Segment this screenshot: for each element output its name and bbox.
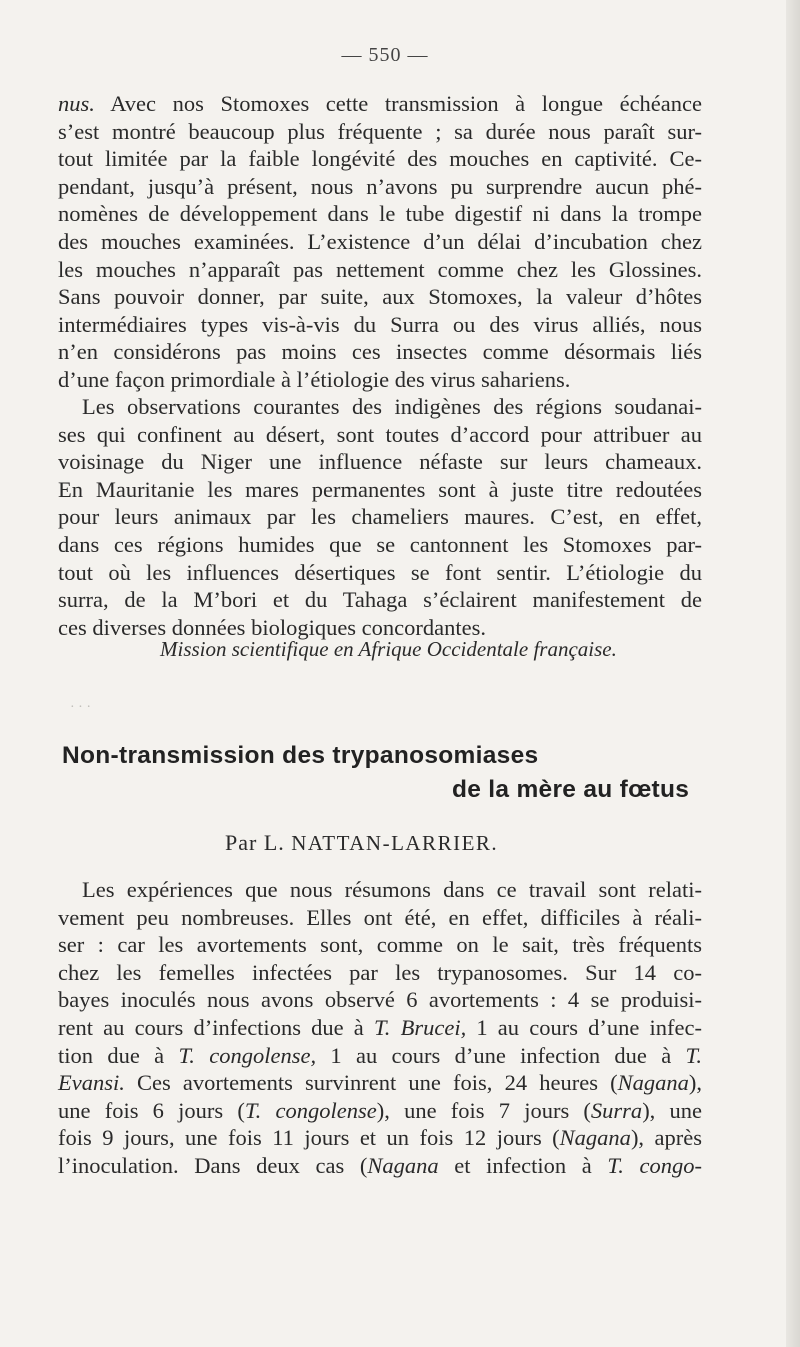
italic-run: T. congo- xyxy=(607,1152,702,1178)
text-run: vement peu nombreuses. Elles ont été, en effet, difficiles à réali- xyxy=(58,904,702,930)
text-line xyxy=(58,145,702,173)
italic-run: nus. xyxy=(58,91,95,116)
text-run: ses qui confinent au désert, sont toutes d’accord pour attribuer au xyxy=(58,421,702,447)
text-run: dans ces régions humides que se cantonnent les Stomoxes par- xyxy=(58,531,702,557)
text-line xyxy=(58,931,702,959)
italic-run: T. congolense xyxy=(244,1097,377,1123)
italic-run: T. Brucei, xyxy=(373,1014,467,1040)
text-run: En Mauritanie les mares permanentes sont à juste titre redoutées xyxy=(58,476,702,502)
text-run: chez les femelles infectées par les trypanosomes. Sur 14 co- xyxy=(58,959,702,985)
text-line xyxy=(58,531,702,559)
text-line xyxy=(58,366,702,394)
text-run: s’est montré beaucoup plus fréquente ; sa durée nous paraît sur- xyxy=(58,118,702,144)
text-run: pour leurs animaux par les chameliers maures. C’est, en effet, xyxy=(58,504,702,530)
text-line xyxy=(58,1152,702,1180)
text-line xyxy=(58,503,702,531)
text-line xyxy=(58,311,702,339)
text-line xyxy=(58,586,702,614)
italic-run: Nagana xyxy=(367,1152,439,1178)
text-run: bayes inoculés nous avons observé 6 avortements : 4 se produisi- xyxy=(58,987,702,1013)
italic-run: Nagana xyxy=(617,1070,689,1096)
paragraph-observations xyxy=(58,393,702,641)
text-run: les mouches n’apparaît pas nettement comme chez les Glossines. xyxy=(58,256,702,282)
text-run: tout limitée par la faible longévité des mouches en captivité. Ce- xyxy=(58,146,702,172)
text-run: intermédiaires types vis-à-vis du Surra ou des virus alliés, nous xyxy=(58,311,702,337)
italic-run: T. xyxy=(685,1042,702,1068)
paragraph-stomoxes xyxy=(58,90,702,394)
text-run: nomènes de développement dans le tube digestif ni dans la trompe xyxy=(58,201,702,227)
text-run: tout où les influences désertiques se font sentir. L’étiologie du xyxy=(58,559,702,585)
italic-run: Nagana xyxy=(559,1125,631,1151)
text-run: Les expériences que nous résumons dans ce travail sont relati- xyxy=(82,877,702,902)
text-line xyxy=(58,476,702,504)
italic-run: Evansi. xyxy=(58,1070,125,1096)
article-title-line2: de la mère au fœtus xyxy=(452,776,690,803)
text-line xyxy=(58,283,702,311)
author-name: NATTAN-LARRIER. xyxy=(291,831,499,855)
bleed-through-mark: · · · xyxy=(70,700,91,715)
text-run: pendant, jusqu’à présent, nous n’avons pu surprendre aucun phé- xyxy=(58,173,702,199)
text-run: fois 9 jours, une fois 11 jours et un fois 12 jours ( xyxy=(58,1125,560,1151)
text-line xyxy=(58,118,702,146)
author-prefix: Par L. xyxy=(225,830,285,855)
italic-run: T. congolense, xyxy=(178,1042,317,1068)
text-run: ser : car les avortements sont, comme on le sait, très fréquents xyxy=(58,932,702,958)
text-run: n’en considérons pas moins ces insectes comme désormais liés xyxy=(58,339,702,365)
text-run: Les observations courantes des indigènes des régions soudanai- xyxy=(82,394,702,419)
text-line xyxy=(58,559,702,587)
text-line xyxy=(58,876,702,904)
paragraph-experiences xyxy=(58,876,702,1180)
text-run: l’inoculation. Dans deux cas ( xyxy=(58,1152,368,1178)
text-line xyxy=(58,986,702,1014)
text-run: surra, de la M’bori et du Tahaga s’éclairent manifestement de xyxy=(58,587,702,613)
text-line xyxy=(58,448,702,476)
text-run: ces diverses données biologiques concordantes. xyxy=(58,614,487,640)
page-edge xyxy=(786,0,800,1347)
text-line xyxy=(58,421,702,449)
author-line xyxy=(225,830,498,856)
text-run: des mouches examinées. L’existence d’un délai d’incubation chez xyxy=(58,228,702,254)
text-run: et infection à xyxy=(438,1152,608,1178)
text-line xyxy=(58,90,702,118)
text-run: une fois 6 jours ( xyxy=(58,1097,245,1123)
text-line xyxy=(58,1042,702,1070)
mission-signature: Mission scientifique en Afrique Occidentale française. xyxy=(160,637,617,661)
text-line xyxy=(58,1069,702,1097)
text-run: ), une fois 7 jours ( xyxy=(376,1097,591,1123)
text-run: 1 au cours d’une infection due à xyxy=(316,1042,686,1068)
text-run: rent au cours d’infections due à xyxy=(58,1014,374,1040)
text-line xyxy=(58,393,702,421)
text-run: ), une xyxy=(642,1097,703,1123)
article-title-line1: Non-transmission des trypanosomiases xyxy=(62,742,539,769)
text-run: voisinage du Niger une influence néfaste sur leurs chameaux. xyxy=(58,449,702,475)
text-line xyxy=(58,200,702,228)
text-run: ), xyxy=(688,1070,702,1096)
text-run: d’une façon primordiale à l’étiologie des virus sahariens. xyxy=(58,366,571,392)
text-run: Sans pouvoir donner, par suite, aux Stomoxes, la valeur d’hôtes xyxy=(58,284,702,310)
text-line xyxy=(58,228,702,256)
text-line xyxy=(58,173,702,201)
text-run: tion due à xyxy=(58,1042,179,1068)
text-line xyxy=(58,1097,702,1125)
text-run: ), après xyxy=(630,1125,702,1151)
text-run: Ces avortements survinrent une fois, 24 heures ( xyxy=(124,1070,618,1096)
text-run: Avec nos Stomoxes cette transmission à longue échéance xyxy=(94,91,702,116)
text-line xyxy=(58,1014,702,1042)
text-line xyxy=(58,1124,702,1152)
page-number: — 550 — xyxy=(341,44,429,66)
text-line xyxy=(58,338,702,366)
text-run: 1 au cours d’une infec- xyxy=(466,1014,702,1040)
text-line xyxy=(58,959,702,987)
text-line xyxy=(58,904,702,932)
text-line xyxy=(58,256,702,284)
italic-run: Surra xyxy=(590,1097,643,1123)
